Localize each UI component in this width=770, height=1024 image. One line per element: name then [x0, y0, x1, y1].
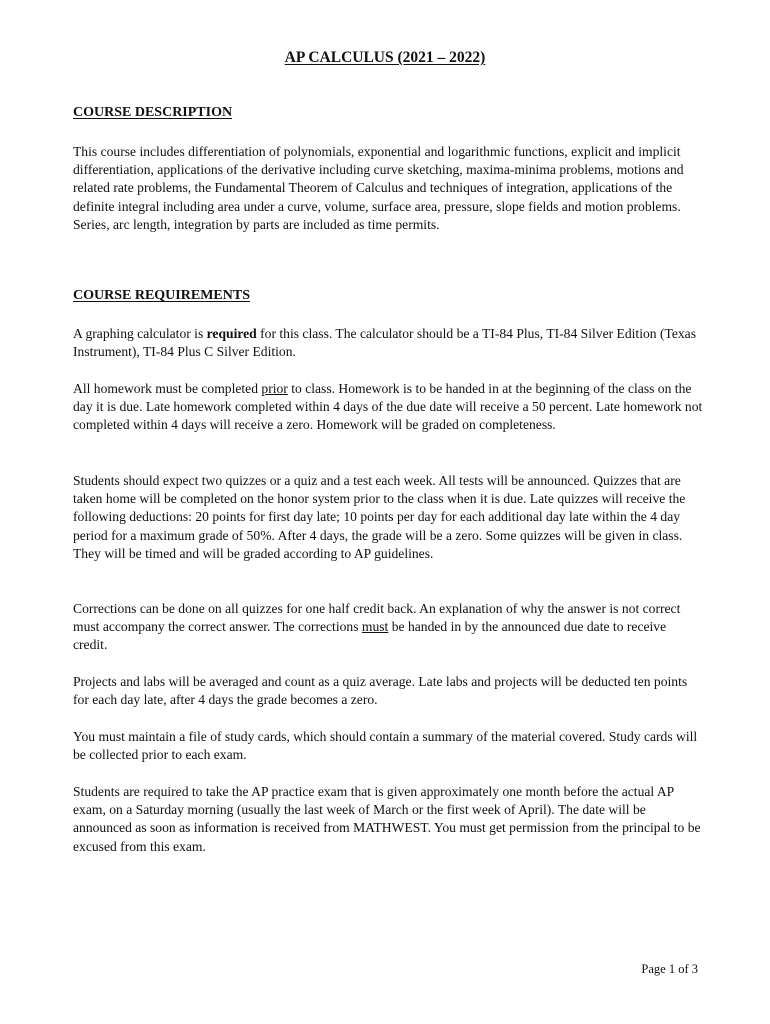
homework-paragraph	[73, 380, 703, 435]
practice-exam-paragraph: Students are required to take the AP practice exam that is given approximately one month before the actual AP exam, on a Saturday morning (usually the last week of March or the first week of April). The date will be announced as soon as information is received from MATHWEST. You must get permission from the principal to be excused from this exam.	[73, 784, 701, 854]
homework-text-part2: to class. Homework is to be handed in at the beginning of the class on the day it is due. Late homework completed within 4 days of the due date will receive a 50 percent. Late homework not completed within 4 days will receive a zero. Homework will be graded on completeness.	[73, 381, 703, 433]
page-number: Page 1 of 3	[641, 962, 698, 976]
corrections-text-part1: Corrections can be done on all quizzes for one half credit back. An explanation of why the answer is not correct must accompany the correct answer. The corrections	[73, 601, 681, 635]
calculator-required-emphasis: required	[206, 326, 257, 341]
projects-paragraph: Projects and labs will be averaged and count as a quiz average. Late labs and projects will be deducted ten points for each day late, after 4 days the grade becomes a zero.	[73, 674, 688, 708]
course-description-text: This course includes differentiation of polynomials, exponential and logarithmic functions, explicit and implicit differentiation, applications of the derivative including curve sketching, maxima-minima problems, motions and related rate problems, the Fundamental Theorem of Calculus and techniques of integration, applications of the definite integral including area under a curve, volume, surface area, pressure, slope fields and motion problems. Series, arc length, integration by parts are included as time permits.	[73, 144, 684, 232]
corrections-paragraph	[73, 600, 703, 655]
calculator-requirement-paragraph	[73, 325, 703, 361]
course-description-heading: COURSE DESCRIPTION	[73, 105, 233, 120]
homework-text-part1: All homework must be completed	[73, 381, 262, 396]
quizzes-paragraph: Students should expect two quizzes or a quiz and a test each week. All tests will be announced. Quizzes that are taken home will be completed on the honor system prior to the class when it is due. Late quizzes will receive the following deductions: 20 points for first day late; 10 points per day for each additional day late within the 4 day period for a maximum grade of 50%. After 4 days, the grade will be a zero. Some quizzes will be given in class. They will be timed and will be graded according to AP guidelines.	[73, 473, 686, 561]
document-title: AP CALCULUS (2021 – 2022)	[284, 49, 486, 66]
homework-prior-emphasis: prior	[261, 381, 288, 396]
calculator-text-part1: A graphing calculator is	[73, 326, 207, 341]
corrections-must-emphasis: must	[361, 619, 389, 635]
corrections-text-part2: be handed in by the announced due date to receive credit.	[73, 619, 667, 653]
study-cards-paragraph: You must maintain a file of study cards, which should contain a summary of the material covered. Study cards will be collected prior to each exam.	[73, 729, 698, 763]
course-requirements-heading: COURSE REQUIREMENTS	[73, 288, 250, 303]
calculator-text-part2: for this class. The calculator should be a TI-84 Plus, TI-84 Silver Edition (Texas Instrument), TI-84 Plus C Silver Edition.	[73, 326, 696, 360]
